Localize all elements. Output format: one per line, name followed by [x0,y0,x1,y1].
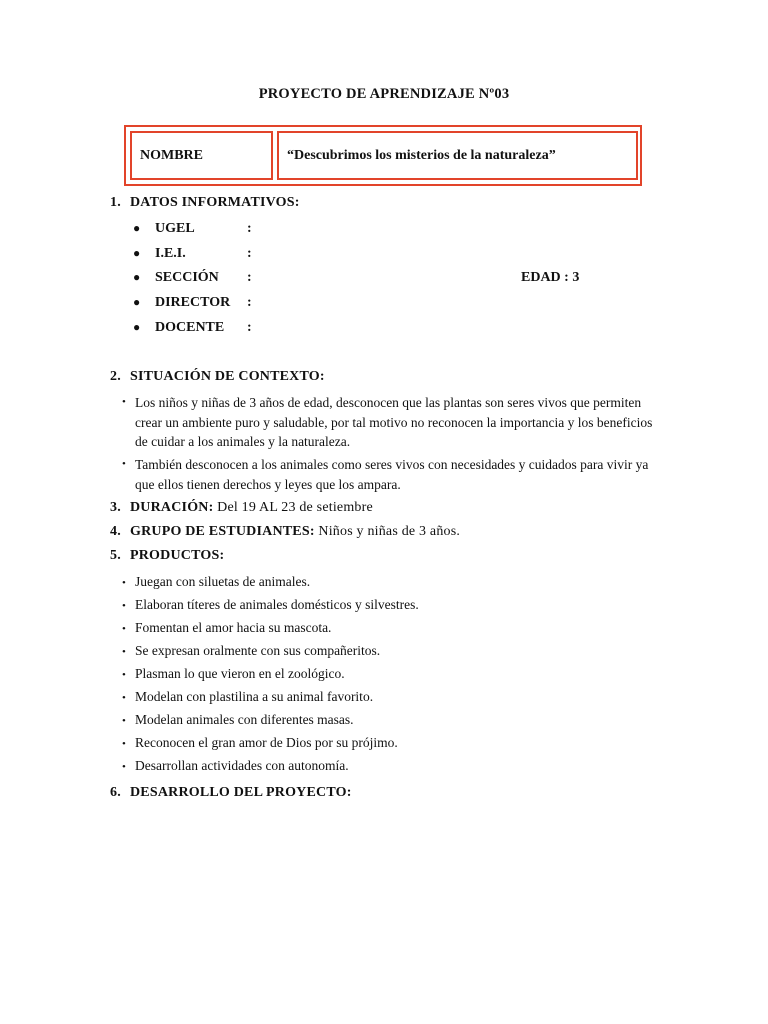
dato-director [133,295,252,311]
product-text: Plasman lo que vieron en el zoológico. [135,666,345,681]
section-5-heading [110,548,224,564]
bullet-icon: • [122,600,126,612]
dato-iei [133,246,252,262]
section-number: 1. [110,195,121,210]
bullet-icon: ● [133,320,141,334]
section-title: DATOS INFORMATIVOS: [130,195,300,210]
bullet-icon: • [122,715,126,727]
section-2-heading [110,369,325,385]
bullet-icon: • [122,396,126,408]
bullet-icon: • [122,738,126,750]
bullet-icon: • [122,458,126,470]
dato-label: I.E.I. [155,246,186,261]
dato-seccion [133,270,252,286]
bullet-icon: ● [133,246,141,260]
section-4-heading [110,524,460,540]
product-item [122,643,380,659]
bullet-icon: • [122,646,126,658]
bullet-icon: • [122,623,126,635]
section-1-heading [110,195,300,211]
dato-separator: : [247,221,252,236]
section-title: DURACIÓN: [130,500,214,515]
dato-label: UGEL [155,221,195,236]
section-number: 6. [110,785,121,800]
product-text: Modelan animales con diferentes masas. [135,712,354,727]
context-paragraph [122,455,662,494]
section-number: 3. [110,500,121,515]
name-value-cell: “Descubrimos los misterios de la naturaleza” [277,131,638,180]
name-label-cell: NOMBRE [130,131,273,180]
product-item [122,574,310,590]
dato-separator: : [247,295,252,310]
section-text: Niños y niñas de 3 años. [318,524,461,539]
bullet-icon: ● [133,221,141,235]
product-item [122,712,354,728]
section-6-heading [110,785,352,801]
section-number: 5. [110,548,121,563]
dato-separator: : [247,270,252,285]
section-title: DESARROLLO DEL PROYECTO: [130,785,352,800]
product-text: Modelan con plastilina a su animal favorito. [135,689,374,704]
bullet-icon: • [122,577,126,589]
dato-label: SECCIÓN [155,270,219,285]
product-item [122,689,373,705]
context-paragraph [122,393,662,452]
paragraph-text: Los niños y niñas de 3 años de edad, desconocen que las plantas son seres vivos que permiten crear un ambiente puro y saludable, por tal motivo no reconocen la importancia y los beneficios de cuidar a los animales y la naturaleza. [135,395,653,449]
document-title: PROYECTO DE APRENDIZAJE Nº03 [258,86,510,102]
product-item [122,666,345,682]
product-text: Desarrollan actividades con autonomía. [135,758,349,773]
section-3-heading [110,500,373,516]
product-text: Juegan con siluetas de animales. [135,574,311,589]
dato-separator: : [247,246,252,261]
product-item [122,758,349,774]
product-text: Fomentan el amor hacia su mascota. [135,620,332,635]
section-text: Del 19 AL 23 de setiembre [217,500,373,515]
product-item [122,735,398,751]
bullet-icon: ● [133,270,141,284]
bullet-icon: • [122,669,126,681]
dato-separator: : [247,320,252,335]
dato-edad: EDAD : 3 [521,270,580,285]
bullet-icon: • [122,761,126,773]
dato-docente [133,320,252,336]
dato-ugel [133,221,252,237]
paragraph-text: También desconocen a los animales como seres vivos con necesidades y cuidados para vivir ya que ellos tienen derechos y leyes que los ampara. [135,457,649,492]
bullet-icon: • [122,692,126,704]
product-item [122,597,419,613]
project-name-table [124,125,642,186]
product-text: Se expresan oralmente con sus compañeritos. [135,643,381,658]
dato-label: DOCENTE [155,320,225,335]
product-text: Elaboran títeres de animales domésticos y silvestres. [135,597,419,612]
section-number: 4. [110,524,121,539]
section-title: GRUPO DE ESTUDIANTES: [130,524,315,539]
section-title: SITUACIÓN DE CONTEXTO: [130,369,325,384]
bullet-icon: ● [133,295,141,309]
section-number: 2. [110,369,121,384]
dato-label: DIRECTOR [155,295,231,310]
section-title: PRODUCTOS: [130,548,225,563]
product-item [122,620,331,636]
product-text: Reconocen el gran amor de Dios por su prójimo. [135,735,398,750]
